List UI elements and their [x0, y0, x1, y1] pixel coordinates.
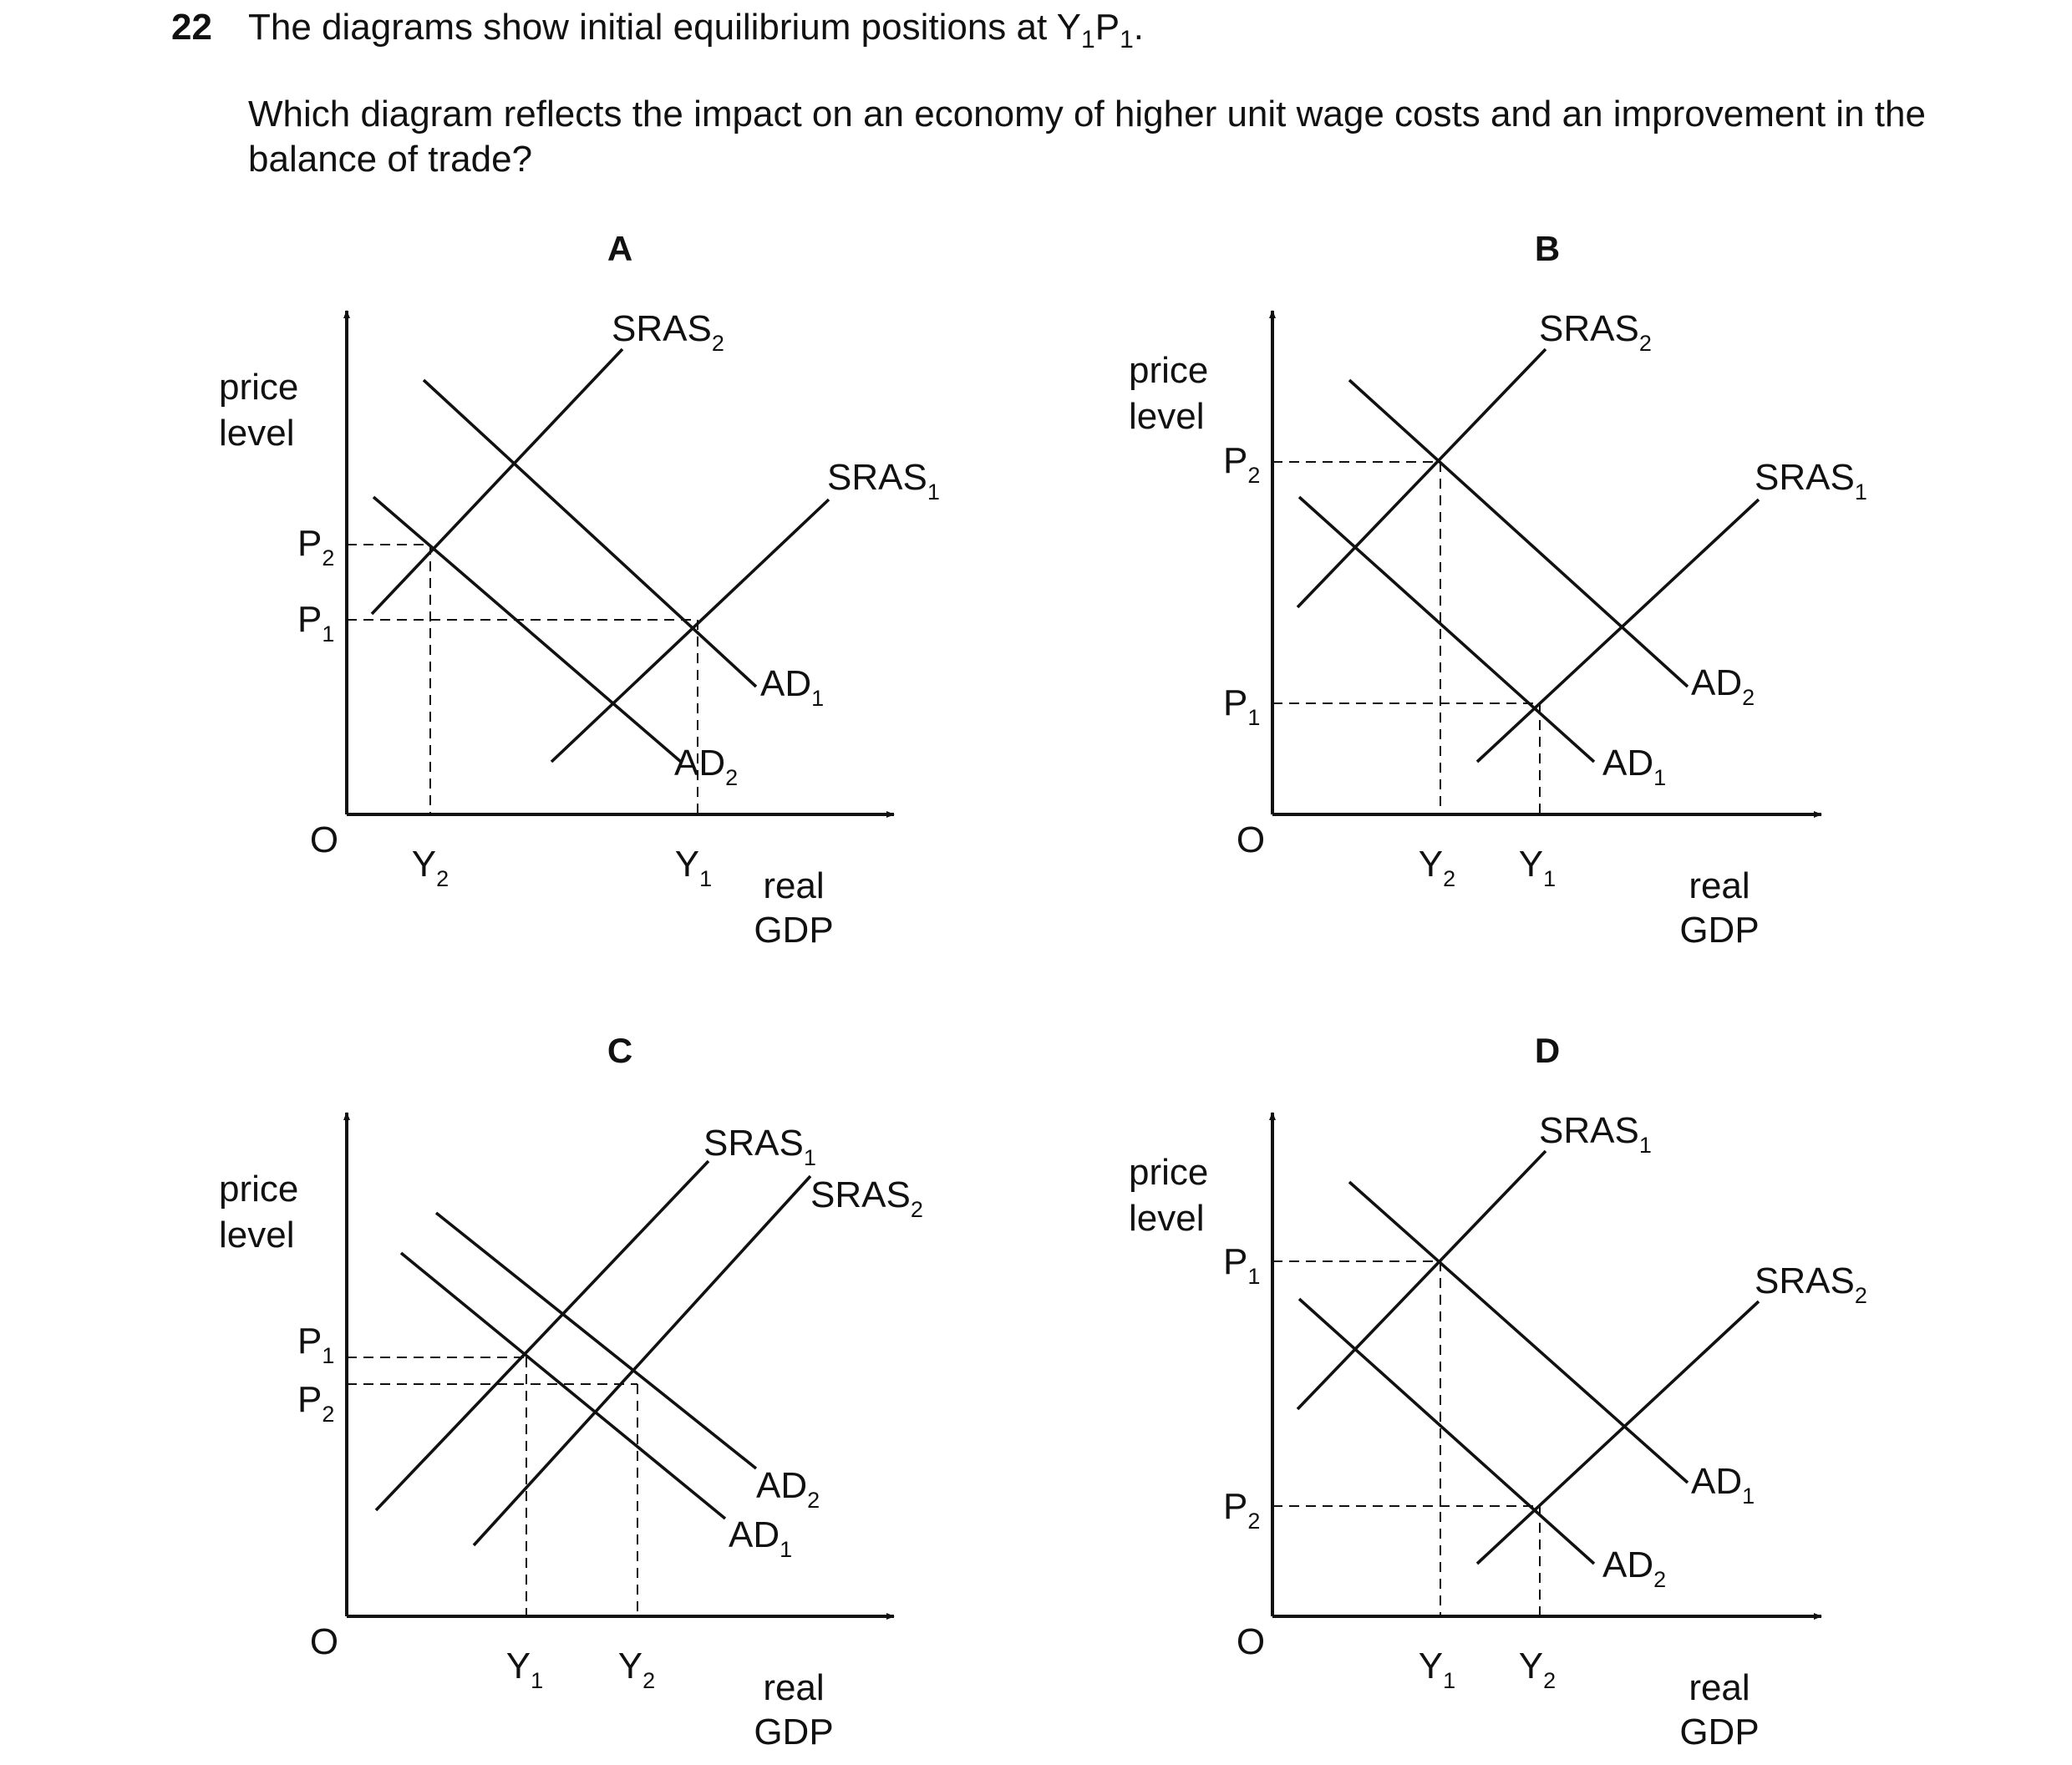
ad-2-curve	[1349, 380, 1688, 687]
ad-2-label: $AD_2$	[1691, 662, 1755, 710]
sras-1-label: $SRAS_1$	[1755, 457, 1867, 505]
diagram-b	[1129, 229, 1867, 951]
ad-2-curve	[436, 1213, 756, 1468]
price-tick-p1: $P_1$	[1223, 1241, 1261, 1289]
price-tick-p2: $P_2$	[1223, 1486, 1261, 1534]
y-axis-label-line2: level	[219, 1215, 295, 1255]
intro-sub-y: 1	[1081, 25, 1095, 53]
diagram-a	[219, 229, 940, 951]
origin-label: O	[309, 819, 339, 860]
ad-1-curve	[1349, 1182, 1688, 1483]
sras-2-curve	[1298, 349, 1546, 607]
sras-1-label: $SRAS_1$	[827, 457, 940, 505]
ad-2-label: $AD_2$	[1602, 1544, 1667, 1592]
ad-1-label: $AD_1$	[729, 1514, 793, 1562]
ad-1-label: $AD_1$	[1602, 743, 1667, 790]
y-axis-label-line1: price	[219, 1169, 299, 1210]
output-tick-y2: $Y_2$	[411, 844, 449, 891]
x-axis-label-line1: real	[1689, 1667, 1750, 1708]
sras-1-curve	[1298, 1151, 1546, 1409]
ad-2-label: $AD_2$	[674, 743, 739, 790]
diagram-b-letter: B	[1534, 229, 1561, 268]
sras-2-label: $SRAS_2$	[810, 1174, 923, 1222]
output-tick-y2: $Y_2$	[1418, 844, 1456, 891]
panels-root	[219, 229, 1867, 1752]
ad-1-label: $AD_1$	[760, 663, 825, 711]
question-text: Which diagram reflects the impact on an economy of higher unit wage costs and an improvement in the balance of trade?	[248, 94, 1926, 180]
y-axis-label-line2: level	[1129, 396, 1205, 437]
output-tick-y1: $Y_1$	[674, 844, 713, 891]
x-axis-label-line2: GDP	[754, 910, 834, 951]
price-tick-p1: $P_1$	[1223, 682, 1261, 730]
x-axis-label-line1: real	[763, 865, 825, 906]
intro-end: .	[1133, 7, 1144, 48]
ad-2-label: $AD_2$	[756, 1465, 820, 1513]
diagram-d	[1129, 1031, 1867, 1752]
sras-1-curve	[376, 1161, 708, 1510]
sras-2-label: $SRAS_2$	[612, 308, 724, 356]
intro-sub-p: 1	[1120, 25, 1134, 53]
sras-1-curve	[551, 500, 829, 762]
price-tick-p1: $P_1$	[297, 1321, 335, 1368]
diagram-c-letter: C	[607, 1031, 633, 1070]
ad-2-curve	[1299, 1299, 1594, 1564]
sras-1-label: $SRAS_1$	[703, 1123, 816, 1170]
intro-text: The diagrams show initial equilibrium positions at Y	[248, 7, 1082, 48]
ad-1-label: $AD_1$	[1691, 1461, 1755, 1509]
sras-2-label: $SRAS_2$	[1539, 308, 1652, 356]
x-axis-label-line2: GDP	[754, 1712, 834, 1752]
y-axis-label-line2: level	[1129, 1198, 1205, 1239]
intro-p: P	[1094, 7, 1120, 48]
ad-2-curve	[373, 497, 681, 762]
y-axis-label-line1: price	[1129, 1152, 1209, 1193]
diagram-a-letter: A	[607, 229, 633, 268]
price-tick-p2: $P_2$	[1223, 440, 1261, 488]
y-axis-label-line2: level	[219, 413, 295, 454]
sras-2-curve	[372, 349, 622, 614]
origin-label: O	[1236, 1621, 1266, 1662]
price-tick-p1: $P_1$	[297, 599, 335, 647]
ad-1-curve	[401, 1253, 725, 1519]
output-tick-y1: $Y_1$	[505, 1646, 544, 1693]
output-tick-y1: $Y_1$	[1418, 1646, 1456, 1693]
sras-1-label: $SRAS_1$	[1539, 1110, 1652, 1158]
x-axis-label-line1: real	[763, 1667, 825, 1708]
price-tick-p2: $P_2$	[297, 523, 335, 571]
diagram-d-letter: D	[1534, 1031, 1561, 1070]
sras-2-curve	[1477, 1301, 1759, 1564]
y-axis-label-line1: price	[1129, 350, 1209, 391]
output-tick-y2: $Y_2$	[1518, 1646, 1557, 1693]
diagram-c	[219, 1031, 923, 1752]
question-number: 22	[171, 7, 212, 48]
output-tick-y1: $Y_1$	[1518, 844, 1557, 891]
output-tick-y2: $Y_2$	[617, 1646, 656, 1693]
sras-1-curve	[1477, 500, 1759, 762]
x-axis-label-line1: real	[1689, 865, 1750, 906]
ad-1-curve	[1299, 497, 1594, 762]
origin-label: O	[309, 1621, 339, 1662]
ad-1-curve	[424, 380, 756, 687]
x-axis-label-line2: GDP	[1679, 910, 1760, 951]
price-tick-p2: $P_2$	[297, 1379, 335, 1427]
x-axis-label-line2: GDP	[1679, 1712, 1760, 1752]
y-axis-label-line1: price	[219, 367, 299, 408]
sras-2-label: $SRAS_2$	[1755, 1260, 1867, 1308]
origin-label: O	[1236, 819, 1266, 860]
